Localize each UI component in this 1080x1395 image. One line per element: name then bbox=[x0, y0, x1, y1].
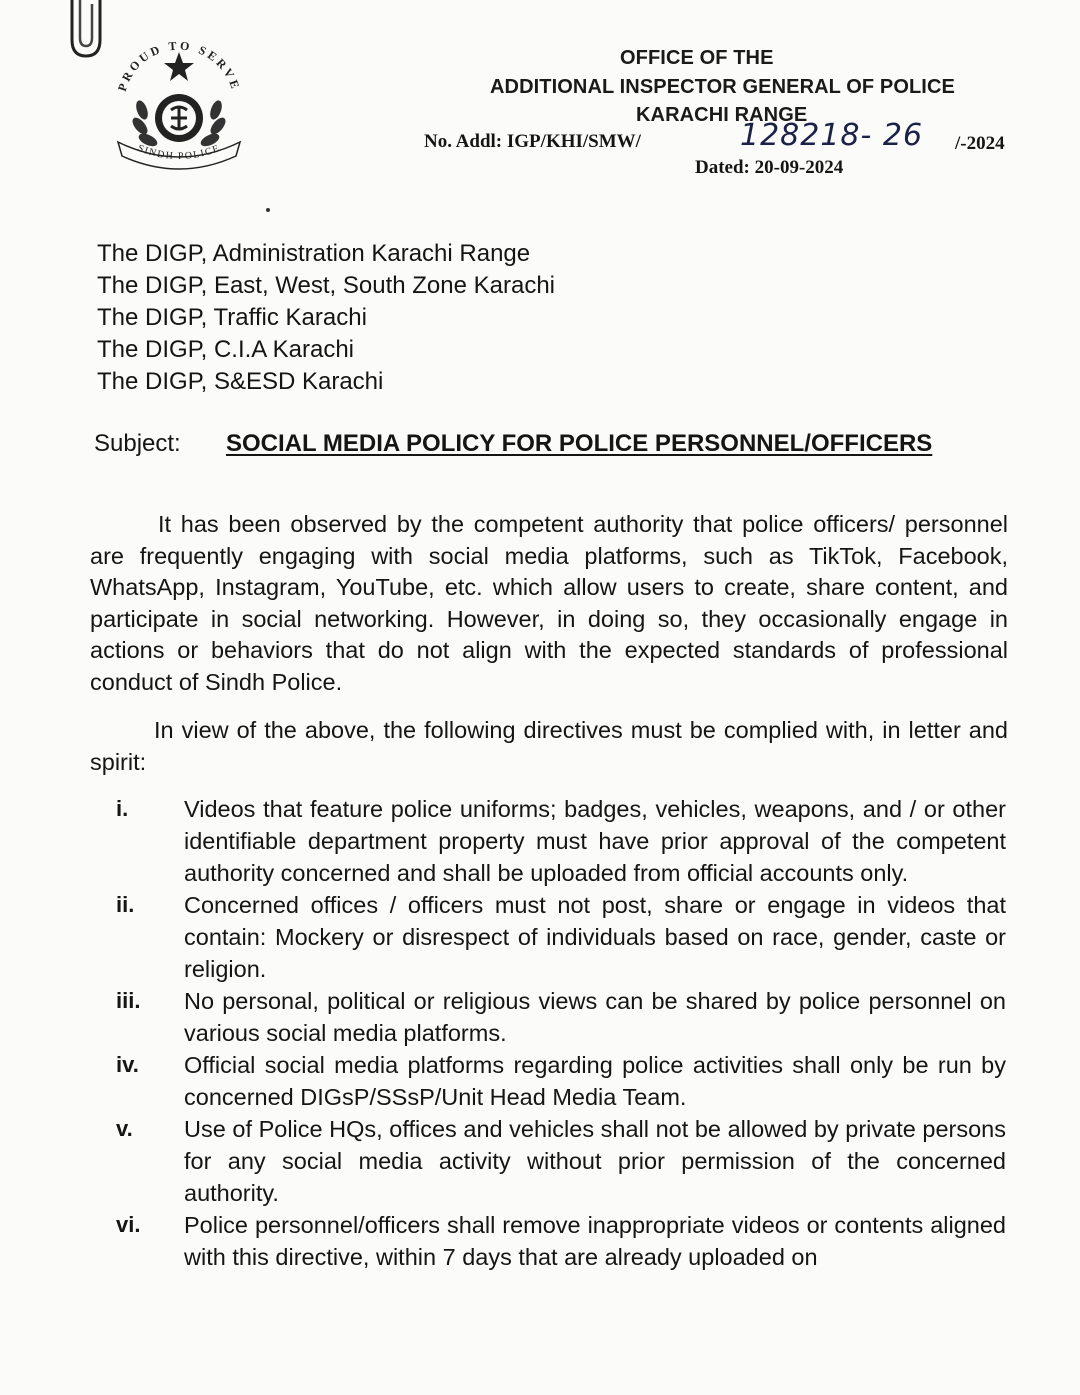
recipient-item: The DIGP, Traffic Karachi bbox=[97, 304, 367, 331]
directive-item bbox=[0, 1049, 1080, 1113]
directive-text: Use of Police HQs, offices and vehicles shall not be allowed by private persons for any social media activity without prior permission of the concerned authority. bbox=[184, 1116, 1006, 1206]
logo-motto-top: PROUD TO SERVE bbox=[114, 38, 244, 94]
directive-item bbox=[0, 1113, 1080, 1209]
sindh-police-logo bbox=[104, 30, 254, 180]
reference-prefix: No. Addl: IGP/KHI/SMW/ bbox=[424, 131, 641, 152]
directive-text: Official social media platforms regarding police activities shall only be run by concerned DIGsP/SSsP/Unit Head Media Team. bbox=[184, 1052, 1006, 1110]
directive-list bbox=[0, 793, 1080, 1273]
subject-label: Subject: bbox=[94, 430, 181, 457]
date-line: Dated: 20-09-2024 bbox=[695, 157, 844, 178]
recipient-item: The DIGP, Administration Karachi Range bbox=[97, 240, 531, 267]
office-line-2: ADDITIONAL INSPECTOR GENERAL OF POLICE bbox=[490, 76, 955, 98]
directive-number: ii. bbox=[116, 892, 135, 917]
body-paragraph-2: In view of the above, the following directives must be complied with, in letter and spirit: bbox=[90, 717, 1008, 775]
directive-text: No personal, political or religious views can be shared by police personnel on various social media platforms. bbox=[184, 988, 1006, 1046]
directive-item bbox=[0, 1209, 1080, 1273]
directive-number: iv. bbox=[116, 1052, 139, 1077]
directive-text: Police personnel/officers shall remove inappropriate videos or contents aligned with this directive, within 7 days that are already uploaded on bbox=[184, 1212, 1006, 1270]
office-line-1: OFFICE OF THE bbox=[620, 47, 774, 69]
star-icon bbox=[164, 52, 194, 81]
recipient-list bbox=[97, 238, 555, 398]
directive-text: Videos that feature police uniforms; badges, vehicles, weapons, and / or other identifiable department property must have prior approval of the competent authority concerned and shall be uploaded from official accounts only. bbox=[184, 796, 1006, 886]
directive-item bbox=[0, 889, 1080, 985]
svg-text:SINDH POLICE bbox=[136, 143, 222, 162]
sindh-police-emblem-icon bbox=[155, 94, 203, 142]
reference-year: /-2024 bbox=[955, 133, 1005, 154]
recipient-item: The DIGP, C.I.A Karachi bbox=[97, 336, 355, 363]
office-line-3: KARACHI RANGE bbox=[636, 104, 808, 126]
reference-number-handwritten: 128218- 26 bbox=[740, 118, 924, 153]
directive-item bbox=[0, 793, 1080, 889]
recipient-item: The DIGP, S&ESD Karachi bbox=[97, 368, 384, 395]
directive-number: vi. bbox=[116, 1212, 141, 1237]
directive-number: iii. bbox=[116, 988, 141, 1013]
paper-clip-icon bbox=[62, 0, 108, 62]
directive-item bbox=[0, 985, 1080, 1049]
directive-text: Concerned offices / officers must not post, share or engage in videos that contain: Mockery or disrespect of individuals based on race, gender, caste or religion. bbox=[184, 892, 1006, 982]
directive-number: i. bbox=[116, 796, 129, 821]
body-paragraph-1: It has been observed by the competent authority that police officers/ personnel are frequently engaging with social media platforms, such as TikTok, Facebook, WhatsApp, Instagram, YouTube, etc. which allow users to create, share content, and participate in social networking. However, in doing so, they occasionally engage in actions or behaviors that do not align with the expected standards of professional conduct of Sindh Police. bbox=[90, 511, 1008, 695]
stray-mark bbox=[266, 208, 270, 212]
recipient-item: The DIGP, East, West, South Zone Karachi bbox=[97, 272, 556, 299]
logo-motto-bottom: SINDH POLICE bbox=[136, 142, 222, 163]
subject-title: SOCIAL MEDIA POLICY FOR POLICE PERSONNEL/OFFICERS bbox=[226, 430, 933, 457]
directive-number: v. bbox=[116, 1116, 133, 1141]
